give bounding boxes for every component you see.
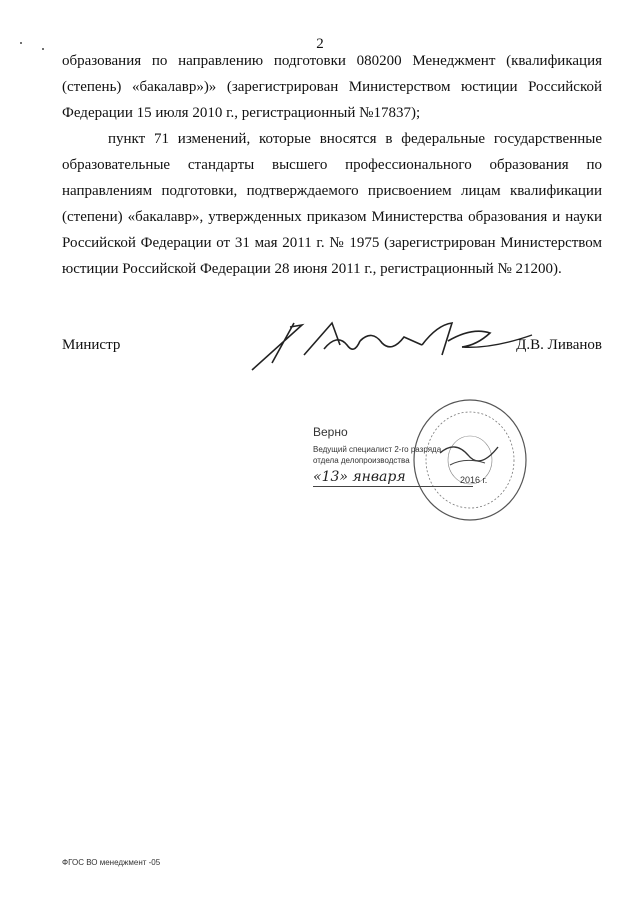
document-body [62, 48, 602, 282]
paragraph-continuation: образования по направлению подготовки 080200 Менеджмент (квалификация (степень) «бакалавр»)» (зарегистрирован Министерством юстиции Российской Федерации 15 июля 2010 г., регистрационный №17837); [62, 53, 602, 121]
certifier-department: отдела делопроизводства [313, 456, 410, 465]
signature-block [62, 337, 602, 377]
certification-stamp [300, 395, 540, 525]
scan-speck [20, 42, 22, 44]
handwritten-signature [242, 315, 542, 375]
certification-verno: Верно [313, 425, 348, 439]
page-number: 2 [316, 36, 324, 52]
signatory-name: Д.В. Ливанов [516, 337, 602, 353]
paragraph-item-71: пункт 71 изменений, которые вносятся в федеральные государственные образовательные стандарты высшего профессионального образования по направлениям подготовки, подтверждаемого присвоением лицам квалификации (степени) «бакалавр», утвержденных приказом Министерства образования и науки Российской Федерации от 31 мая 2011 г. № 1975 (зарегистрирован Министерством юстиции Российской Федерации 28 июня 2011 г., регистрационный № 21200). [62, 131, 602, 277]
handwritten-date: «13» января [313, 469, 406, 485]
certification-year: 2016 г. [460, 475, 488, 485]
footer-note: ФГОС ВО менеджмент -05 [62, 858, 161, 867]
scan-speck [42, 48, 44, 50]
signatory-role: Министр [62, 337, 121, 353]
certifier-position: Ведущий специалист 2-го разряда [313, 445, 442, 454]
official-seal-icon [410, 395, 530, 525]
date-underline [313, 486, 473, 487]
